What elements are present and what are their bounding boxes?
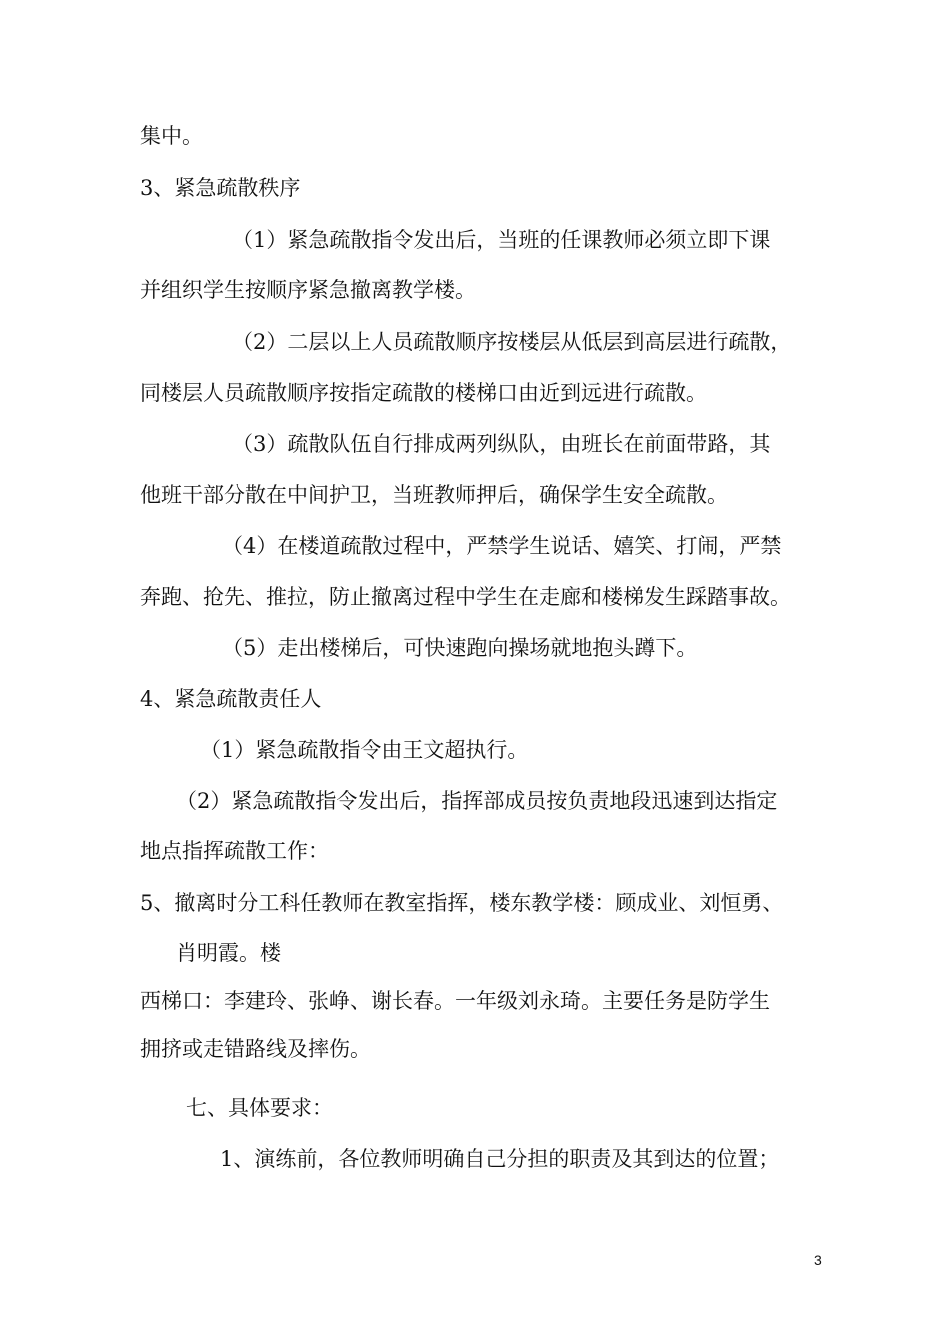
text-line: （5）走出楼梯后，可快速跑向操场就地抱头蹲下。 <box>222 636 698 660</box>
text-line: 奔跑、抢先、推拉，防止撤离过程中学生在走廊和楼梯发生踩踏事故。 <box>140 585 791 609</box>
text-line: （3）疏散队伍自行排成两列纵队，由班长在前面带路，其 <box>232 432 771 456</box>
text-line: （1）紧急疏散指令由王文超执行。 <box>200 738 529 762</box>
section-heading: 5、撤离时分工科任教师在教室指挥，楼东教学楼：顾成业、刘恒勇、 <box>140 891 784 915</box>
text-line: 1、演练前，各位教师明确自己分担的职责及其到达的位置； <box>220 1147 780 1171</box>
text-line: 并组织学生按顺序紧急撤离教学楼。 <box>140 278 476 302</box>
text-line: （2）紧急疏散指令发出后，指挥部成员按负责地段迅速到达指定 <box>176 789 778 813</box>
text-line: （1）紧急疏散指令发出后，当班的任课教师必须立即下课 <box>232 228 771 252</box>
text-line: （2）二层以上人员疏散顺序按楼层从低层到高层进行疏散， <box>232 330 792 354</box>
text-line: 地点指挥疏散工作： <box>140 839 329 863</box>
text-line: 拥挤或走错路线及摔伤。 <box>140 1037 371 1061</box>
text-line: 肖明霞。楼 <box>176 941 281 965</box>
section-heading: 3、紧急疏散秩序 <box>140 176 301 200</box>
text-line: 他班干部分散在中间护卫，当班教师押后，确保学生安全疏散。 <box>140 483 728 507</box>
text-line: 同楼层人员疏散顺序按指定疏散的楼梯口由近到远进行疏散。 <box>140 381 707 405</box>
page-number: 3 <box>814 1252 822 1268</box>
text-line: 西梯口：李建玲、张峥、谢长春。一年级刘永琦。主要任务是防学生 <box>140 989 770 1013</box>
section-heading: 4、紧急疏散责任人 <box>140 687 322 711</box>
text-line: （4）在楼道疏散过程中，严禁学生说话、嬉笑、打闹，严禁 <box>222 534 782 558</box>
text-line: 集中。 <box>140 124 203 148</box>
section-heading: 七、具体要求： <box>186 1096 333 1120</box>
